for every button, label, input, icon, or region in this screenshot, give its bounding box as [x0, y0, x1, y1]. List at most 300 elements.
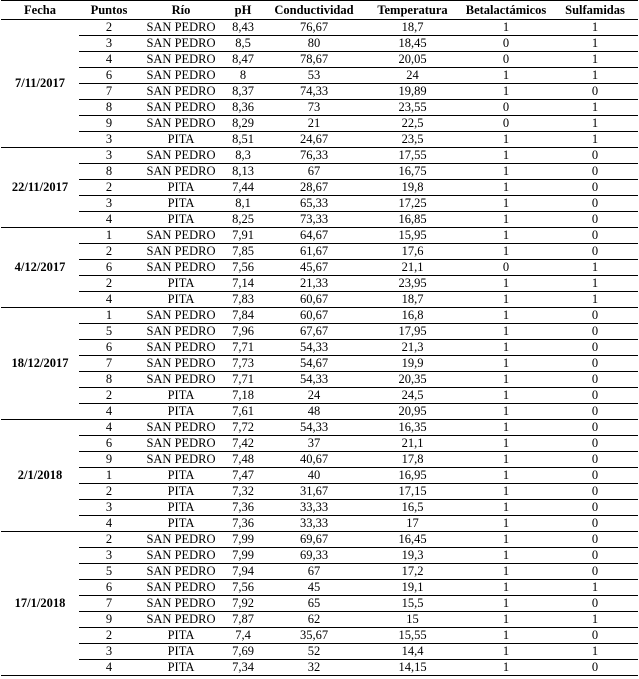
cell-ph: 7,71 [223, 372, 263, 388]
table-row [1, 612, 638, 628]
cell-sulfamidas: 0 [552, 148, 638, 164]
cell-betalactamicos: 1 [460, 452, 552, 468]
table-row [1, 420, 638, 436]
table-row [1, 292, 638, 308]
cell-sulfamidas: 1 [552, 52, 638, 68]
cell-sulfamidas: 1 [552, 644, 638, 660]
cell-temperatura: 14,4 [365, 644, 460, 660]
cell-sulfamidas: 1 [552, 260, 638, 276]
cell-ph: 7,71 [223, 340, 263, 356]
cell-temperatura: 24,5 [365, 388, 460, 404]
cell-puntos: 8 [79, 164, 139, 180]
cell-sulfamidas: 0 [552, 228, 638, 244]
cell-temperatura: 17 [365, 516, 460, 532]
cell-conductividad: 31,67 [263, 484, 365, 500]
cell-betalactamicos: 1 [460, 612, 552, 628]
cell-ph: 7,96 [223, 324, 263, 340]
cell-rio: SAN PEDRO [139, 564, 223, 580]
cell-puntos: 2 [79, 244, 139, 260]
cell-ph: 7,32 [223, 484, 263, 500]
cell-ph: 7,56 [223, 260, 263, 276]
header-fecha: Fecha [1, 1, 79, 20]
cell-temperatura: 19,89 [365, 84, 460, 100]
cell-puntos: 6 [79, 436, 139, 452]
cell-temperatura: 19,1 [365, 580, 460, 596]
cell-conductividad: 61,67 [263, 244, 365, 260]
cell-conductividad: 32 [263, 660, 365, 676]
cell-rio: PITA [139, 388, 223, 404]
cell-rio: SAN PEDRO [139, 372, 223, 388]
cell-rio: SAN PEDRO [139, 612, 223, 628]
cell-ph: 8,3 [223, 148, 263, 164]
cell-ph: 7,36 [223, 500, 263, 516]
cell-betalactamicos: 1 [460, 228, 552, 244]
cell-temperatura: 15,5 [365, 596, 460, 612]
cell-puntos: 4 [79, 52, 139, 68]
cell-betalactamicos: 1 [460, 644, 552, 660]
cell-sulfamidas: 0 [552, 324, 638, 340]
cell-temperatura: 19,3 [365, 548, 460, 564]
table-row [1, 100, 638, 116]
cell-conductividad: 74,33 [263, 84, 365, 100]
cell-puntos: 1 [79, 308, 139, 324]
cell-rio: PITA [139, 628, 223, 644]
cell-betalactamicos: 1 [460, 196, 552, 212]
cell-ph: 8,47 [223, 52, 263, 68]
cell-conductividad: 69,33 [263, 548, 365, 564]
cell-temperatura: 17,25 [365, 196, 460, 212]
table-row [1, 372, 638, 388]
cell-betalactamicos: 1 [460, 580, 552, 596]
cell-ph: 8,43 [223, 20, 263, 36]
cell-ph: 8,37 [223, 84, 263, 100]
cell-sulfamidas: 0 [552, 388, 638, 404]
header-puntos: Puntos [79, 1, 139, 20]
table-row [1, 340, 638, 356]
cell-rio: SAN PEDRO [139, 324, 223, 340]
cell-conductividad: 52 [263, 644, 365, 660]
cell-ph: 8 [223, 68, 263, 84]
table-row [1, 484, 638, 500]
cell-betalactamicos: 0 [460, 52, 552, 68]
cell-rio: SAN PEDRO [139, 52, 223, 68]
cell-sulfamidas: 0 [552, 340, 638, 356]
cell-betalactamicos: 1 [460, 148, 552, 164]
cell-ph: 7,61 [223, 404, 263, 420]
cell-rio: PITA [139, 180, 223, 196]
cell-rio: SAN PEDRO [139, 148, 223, 164]
cell-conductividad: 48 [263, 404, 365, 420]
cell-temperatura: 16,5 [365, 500, 460, 516]
table-row [1, 500, 638, 516]
cell-conductividad: 37 [263, 436, 365, 452]
table-row [1, 276, 638, 292]
cell-rio: SAN PEDRO [139, 84, 223, 100]
cell-temperatura: 17,2 [365, 564, 460, 580]
table-row [1, 548, 638, 564]
cell-temperatura: 23,5 [365, 132, 460, 148]
table-row [1, 164, 638, 180]
cell-ph: 7,85 [223, 244, 263, 260]
cell-ph: 7,4 [223, 628, 263, 644]
cell-betalactamicos: 1 [460, 372, 552, 388]
cell-sulfamidas: 0 [552, 660, 638, 676]
cell-ph: 7,18 [223, 388, 263, 404]
cell-sulfamidas: 0 [552, 532, 638, 548]
table-row [1, 468, 638, 484]
cell-temperatura: 16,35 [365, 420, 460, 436]
cell-sulfamidas: 0 [552, 244, 638, 260]
table-row [1, 20, 638, 36]
cell-temperatura: 18,45 [365, 36, 460, 52]
cell-betalactamicos: 1 [460, 308, 552, 324]
table-row [1, 388, 638, 404]
cell-ph: 8,36 [223, 100, 263, 116]
cell-sulfamidas: 0 [552, 212, 638, 228]
cell-temperatura: 20,05 [365, 52, 460, 68]
cell-puntos: 8 [79, 100, 139, 116]
cell-temperatura: 16,85 [365, 212, 460, 228]
cell-temperatura: 21,3 [365, 340, 460, 356]
cell-ph: 7,92 [223, 596, 263, 612]
cell-sulfamidas: 1 [552, 292, 638, 308]
cell-puntos: 7 [79, 596, 139, 612]
cell-betalactamicos: 1 [460, 404, 552, 420]
cell-puntos: 2 [79, 276, 139, 292]
cell-ph: 7,99 [223, 548, 263, 564]
cell-temperatura: 21,1 [365, 436, 460, 452]
cell-conductividad: 62 [263, 612, 365, 628]
cell-betalactamicos: 1 [460, 164, 552, 180]
cell-puntos: 4 [79, 420, 139, 436]
cell-conductividad: 60,67 [263, 292, 365, 308]
table-row [1, 324, 638, 340]
cell-puntos: 4 [79, 660, 139, 676]
cell-temperatura: 15,55 [365, 628, 460, 644]
cell-rio: PITA [139, 484, 223, 500]
cell-sulfamidas: 0 [552, 404, 638, 420]
cell-puntos: 1 [79, 468, 139, 484]
cell-sulfamidas: 0 [552, 180, 638, 196]
cell-ph: 7,36 [223, 516, 263, 532]
cell-betalactamicos: 0 [460, 36, 552, 52]
cell-rio: PITA [139, 276, 223, 292]
cell-betalactamicos: 1 [460, 340, 552, 356]
table-row [1, 212, 638, 228]
table-row [1, 180, 638, 196]
cell-temperatura: 24 [365, 68, 460, 84]
cell-puntos: 2 [79, 20, 139, 36]
cell-puntos: 6 [79, 340, 139, 356]
cell-puntos: 4 [79, 292, 139, 308]
table-body [1, 20, 638, 676]
cell-rio: PITA [139, 196, 223, 212]
cell-puntos: 3 [79, 36, 139, 52]
cell-puntos: 6 [79, 68, 139, 84]
cell-ph: 8,25 [223, 212, 263, 228]
cell-conductividad: 78,67 [263, 52, 365, 68]
table-row [1, 644, 638, 660]
cell-ph: 7,42 [223, 436, 263, 452]
table-row [1, 132, 638, 148]
table-row [1, 404, 638, 420]
table-row [1, 244, 638, 260]
cell-conductividad: 54,67 [263, 356, 365, 372]
table-header [1, 1, 638, 20]
cell-betalactamicos: 1 [460, 564, 552, 580]
cell-puntos: 3 [79, 196, 139, 212]
cell-ph: 7,69 [223, 644, 263, 660]
water-quality-table [1, 0, 638, 676]
cell-puntos: 5 [79, 324, 139, 340]
table-row [1, 660, 638, 676]
table-row [1, 532, 638, 548]
cell-sulfamidas: 1 [552, 132, 638, 148]
cell-conductividad: 24 [263, 388, 365, 404]
cell-ph: 8,5 [223, 36, 263, 52]
cell-conductividad: 67 [263, 564, 365, 580]
cell-puntos: 3 [79, 644, 139, 660]
cell-ph: 8,13 [223, 164, 263, 180]
header-conductividad: Conductividad [263, 1, 365, 20]
table-row [1, 84, 638, 100]
cell-rio: PITA [139, 212, 223, 228]
cell-sulfamidas: 1 [552, 276, 638, 292]
cell-puntos: 3 [79, 548, 139, 564]
cell-betalactamicos: 1 [460, 180, 552, 196]
cell-temperatura: 22,5 [365, 116, 460, 132]
cell-betalactamicos: 1 [460, 20, 552, 36]
cell-rio: PITA [139, 644, 223, 660]
cell-temperatura: 23,55 [365, 100, 460, 116]
cell-sulfamidas: 1 [552, 20, 638, 36]
cell-rio: SAN PEDRO [139, 244, 223, 260]
cell-betalactamicos: 0 [460, 260, 552, 276]
cell-temperatura: 16,95 [365, 468, 460, 484]
cell-conductividad: 45,67 [263, 260, 365, 276]
cell-betalactamicos: 1 [460, 292, 552, 308]
cell-sulfamidas: 0 [552, 308, 638, 324]
cell-temperatura: 20,95 [365, 404, 460, 420]
cell-sulfamidas: 0 [552, 484, 638, 500]
cell-betalactamicos: 0 [460, 116, 552, 132]
cell-betalactamicos: 1 [460, 388, 552, 404]
cell-puntos: 2 [79, 388, 139, 404]
cell-conductividad: 24,67 [263, 132, 365, 148]
cell-conductividad: 54,33 [263, 340, 365, 356]
table-row [1, 452, 638, 468]
cell-puntos: 2 [79, 532, 139, 548]
cell-rio: PITA [139, 404, 223, 420]
cell-conductividad: 54,33 [263, 372, 365, 388]
cell-fecha: 18/12/2017 [1, 308, 79, 420]
cell-ph: 7,73 [223, 356, 263, 372]
cell-puntos: 4 [79, 516, 139, 532]
cell-puntos: 9 [79, 612, 139, 628]
cell-rio: SAN PEDRO [139, 548, 223, 564]
header-sulfamidas: Sulfamidas [552, 1, 638, 20]
table-row [1, 52, 638, 68]
cell-rio: SAN PEDRO [139, 116, 223, 132]
cell-rio: SAN PEDRO [139, 36, 223, 52]
cell-rio: PITA [139, 468, 223, 484]
cell-puntos: 2 [79, 628, 139, 644]
cell-ph: 7,87 [223, 612, 263, 628]
cell-ph: 7,83 [223, 292, 263, 308]
cell-fecha: 4/12/2017 [1, 228, 79, 308]
cell-sulfamidas: 0 [552, 372, 638, 388]
cell-rio: SAN PEDRO [139, 164, 223, 180]
cell-betalactamicos: 1 [460, 244, 552, 260]
table-row [1, 196, 638, 212]
table-row [1, 36, 638, 52]
cell-rio: SAN PEDRO [139, 596, 223, 612]
cell-conductividad: 60,67 [263, 308, 365, 324]
cell-sulfamidas: 1 [552, 116, 638, 132]
cell-temperatura: 18,7 [365, 292, 460, 308]
cell-rio: SAN PEDRO [139, 308, 223, 324]
cell-rio: SAN PEDRO [139, 260, 223, 276]
cell-temperatura: 19,8 [365, 180, 460, 196]
cell-conductividad: 76,67 [263, 20, 365, 36]
header-temperatura: Temperatura [365, 1, 460, 20]
cell-conductividad: 69,67 [263, 532, 365, 548]
cell-betalactamicos: 1 [460, 500, 552, 516]
table-row [1, 148, 638, 164]
cell-temperatura: 16,45 [365, 532, 460, 548]
cell-fecha: 2/1/2018 [1, 420, 79, 532]
cell-temperatura: 15,95 [365, 228, 460, 244]
cell-puntos: 9 [79, 452, 139, 468]
cell-temperatura: 20,35 [365, 372, 460, 388]
cell-conductividad: 21,33 [263, 276, 365, 292]
cell-sulfamidas: 0 [552, 500, 638, 516]
cell-puntos: 7 [79, 356, 139, 372]
cell-temperatura: 14,15 [365, 660, 460, 676]
cell-rio: SAN PEDRO [139, 340, 223, 356]
cell-betalactamicos: 1 [460, 68, 552, 84]
table-row [1, 356, 638, 372]
header-betalactamicos: Betalactámicos [460, 1, 552, 20]
cell-sulfamidas: 0 [552, 516, 638, 532]
cell-sulfamidas: 0 [552, 468, 638, 484]
cell-ph: 8,29 [223, 116, 263, 132]
cell-ph: 7,72 [223, 420, 263, 436]
cell-rio: SAN PEDRO [139, 436, 223, 452]
cell-rio: PITA [139, 660, 223, 676]
cell-rio: SAN PEDRO [139, 580, 223, 596]
cell-puntos: 6 [79, 260, 139, 276]
table-row [1, 436, 638, 452]
cell-betalactamicos: 1 [460, 532, 552, 548]
cell-puntos: 2 [79, 180, 139, 196]
cell-sulfamidas: 1 [552, 612, 638, 628]
cell-puntos: 5 [79, 564, 139, 580]
cell-sulfamidas: 0 [552, 436, 638, 452]
cell-sulfamidas: 0 [552, 420, 638, 436]
cell-rio: SAN PEDRO [139, 420, 223, 436]
cell-conductividad: 53 [263, 68, 365, 84]
cell-fecha: 17/1/2018 [1, 532, 79, 676]
cell-temperatura: 17,15 [365, 484, 460, 500]
cell-conductividad: 33,33 [263, 516, 365, 532]
cell-ph: 7,34 [223, 660, 263, 676]
cell-conductividad: 67,67 [263, 324, 365, 340]
cell-ph: 7,14 [223, 276, 263, 292]
cell-temperatura: 17,95 [365, 324, 460, 340]
cell-ph: 7,44 [223, 180, 263, 196]
cell-temperatura: 17,8 [365, 452, 460, 468]
cell-betalactamicos: 1 [460, 436, 552, 452]
cell-sulfamidas: 0 [552, 356, 638, 372]
cell-ph: 7,84 [223, 308, 263, 324]
cell-conductividad: 73,33 [263, 212, 365, 228]
table-row [1, 564, 638, 580]
cell-puntos: 2 [79, 484, 139, 500]
cell-rio: PITA [139, 500, 223, 516]
header-row [1, 1, 638, 20]
cell-puntos: 7 [79, 84, 139, 100]
cell-rio: PITA [139, 132, 223, 148]
cell-sulfamidas: 1 [552, 100, 638, 116]
cell-conductividad: 80 [263, 36, 365, 52]
cell-rio: SAN PEDRO [139, 356, 223, 372]
cell-betalactamicos: 1 [460, 212, 552, 228]
cell-puntos: 3 [79, 148, 139, 164]
cell-puntos: 9 [79, 116, 139, 132]
cell-sulfamidas: 0 [552, 596, 638, 612]
cell-conductividad: 67 [263, 164, 365, 180]
table-row [1, 596, 638, 612]
cell-betalactamicos: 1 [460, 628, 552, 644]
table-row [1, 308, 638, 324]
cell-rio: SAN PEDRO [139, 532, 223, 548]
cell-betalactamicos: 1 [460, 356, 552, 372]
cell-sulfamidas: 0 [552, 196, 638, 212]
header-rio: Río [139, 1, 223, 20]
cell-ph: 7,94 [223, 564, 263, 580]
cell-betalactamicos: 1 [460, 660, 552, 676]
cell-ph: 7,48 [223, 452, 263, 468]
cell-puntos: 8 [79, 372, 139, 388]
cell-conductividad: 40,67 [263, 452, 365, 468]
header-ph: pH [223, 1, 263, 20]
cell-rio: PITA [139, 292, 223, 308]
cell-conductividad: 35,67 [263, 628, 365, 644]
cell-temperatura: 17,6 [365, 244, 460, 260]
cell-sulfamidas: 0 [552, 564, 638, 580]
cell-sulfamidas: 1 [552, 36, 638, 52]
cell-betalactamicos: 1 [460, 420, 552, 436]
cell-rio: PITA [139, 516, 223, 532]
cell-conductividad: 54,33 [263, 420, 365, 436]
cell-conductividad: 40 [263, 468, 365, 484]
cell-sulfamidas: 0 [552, 164, 638, 180]
cell-ph: 7,91 [223, 228, 263, 244]
table-row [1, 516, 638, 532]
cell-betalactamicos: 1 [460, 596, 552, 612]
cell-fecha: 7/11/2017 [1, 20, 79, 148]
cell-puntos: 3 [79, 500, 139, 516]
cell-puntos: 1 [79, 228, 139, 244]
cell-sulfamidas: 0 [552, 84, 638, 100]
cell-betalactamicos: 1 [460, 468, 552, 484]
cell-sulfamidas: 0 [552, 452, 638, 468]
table-row [1, 116, 638, 132]
cell-puntos: 3 [79, 132, 139, 148]
cell-betalactamicos: 1 [460, 132, 552, 148]
cell-fecha: 22/11/2017 [1, 148, 79, 228]
